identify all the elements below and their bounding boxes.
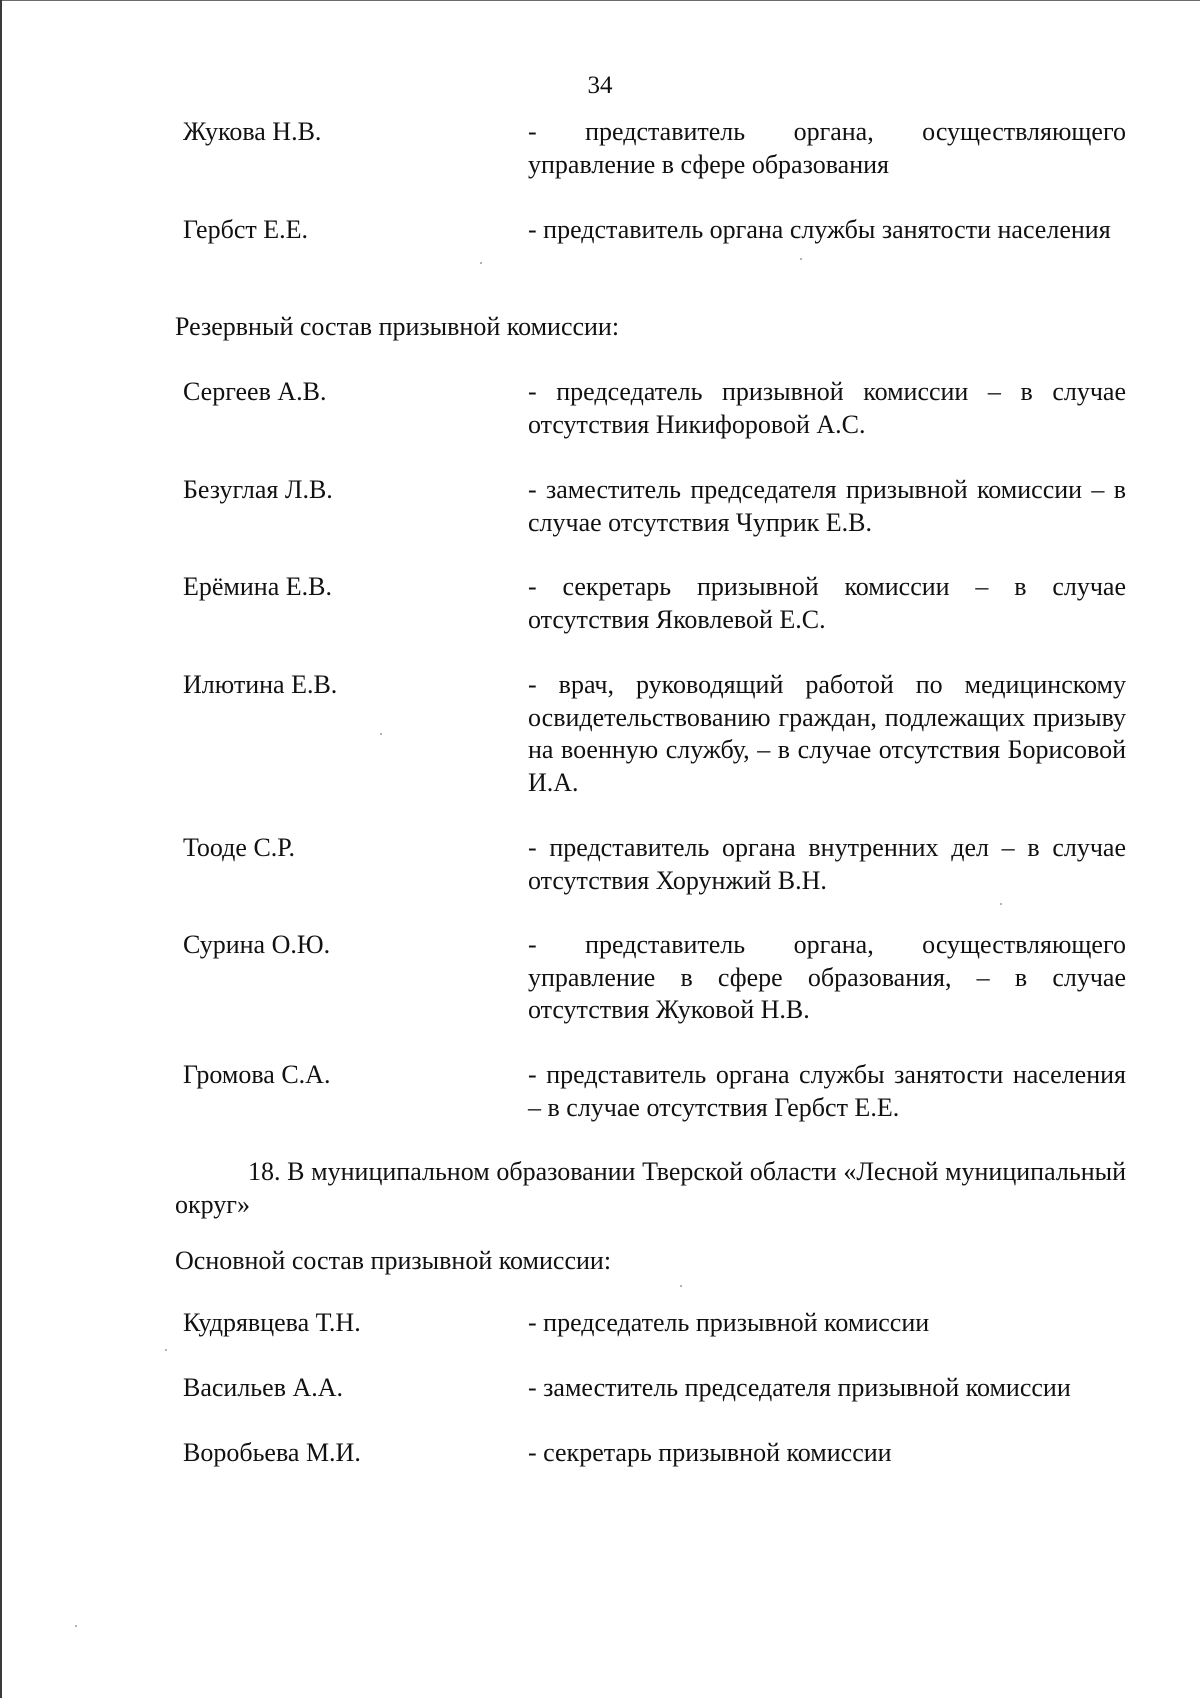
member-role: - представитель органа внутренних дел – в случае отсутствия Хорунжий В.Н. [528, 833, 1126, 895]
member-name: Воробьева М.И. [183, 1438, 361, 1467]
member-name: Сергеев А.В. [183, 377, 327, 406]
member-name: Кудрявцева Т.Н. [183, 1308, 361, 1337]
scan-speck [480, 262, 482, 264]
scan-speck [165, 1349, 167, 1351]
member-name: Илютина Е.В. [183, 670, 338, 699]
member-name: Васильев А.А. [183, 1373, 344, 1402]
member-role: - представитель органа службы занятости населения [528, 215, 1111, 244]
member-role: - представитель органа, осуществляющего управление в сфере образования [528, 117, 1126, 179]
member-name: Жукова Н.В. [183, 117, 322, 146]
member-role: - заместитель председателя призывной комиссии [528, 1373, 1071, 1402]
page-number: 34 [587, 72, 613, 99]
scan-speck [380, 733, 382, 735]
member-role: - представитель органа, осуществляющего управление в сфере образования, – в случае отсутствия Жуковой Н.В. [528, 930, 1126, 1024]
member-role: - секретарь призывной комиссии – в случае отсутствия Яковлевой Е.С. [528, 572, 1126, 634]
member-role: - врач, руководящий работой по медицинскому освидетельствованию граждан, подлежащих призыву на военную службу, – в случае отсутствия Борисовой И.А. [528, 670, 1126, 797]
scan-speck [1000, 903, 1002, 905]
member-name: Сурина О.Ю. [183, 930, 331, 959]
member-role: - заместитель председателя призывной комиссии – в случае отсутствия Чуприк Е.В. [528, 475, 1126, 537]
member-name: Безуглая Л.В. [183, 475, 333, 504]
scan-speck [800, 258, 802, 260]
member-name: Тооде С.Р. [183, 833, 295, 862]
main-heading: Основной состав призывной комиссии: [175, 1246, 612, 1275]
member-role: - председатель призывной комиссии – в случае отсутствия Никифоровой А.С. [528, 377, 1126, 439]
member-role: - секретарь призывной комиссии [528, 1438, 892, 1467]
member-name: Громова С.А. [183, 1060, 331, 1089]
scan-speck [680, 1285, 682, 1287]
reserve-heading: Резервный состав призывной комиссии: [175, 312, 620, 341]
member-role: - представитель органа службы занятости населения – в случае отсутствия Гербст Е.Е. [528, 1060, 1126, 1122]
member-name: Гербст Е.Е. [183, 215, 308, 244]
scan-edge-top [0, 0, 1200, 1]
member-role: - председатель призывной комиссии [528, 1308, 930, 1337]
scan-speck [75, 1625, 77, 1627]
scan-edge-left [0, 0, 2, 1698]
member-name: Ерёмина Е.В. [183, 572, 332, 601]
section-18-paragraph: 18. В муниципальном образовании Тверской области «Лесной муниципальный округ» [175, 1157, 1126, 1219]
